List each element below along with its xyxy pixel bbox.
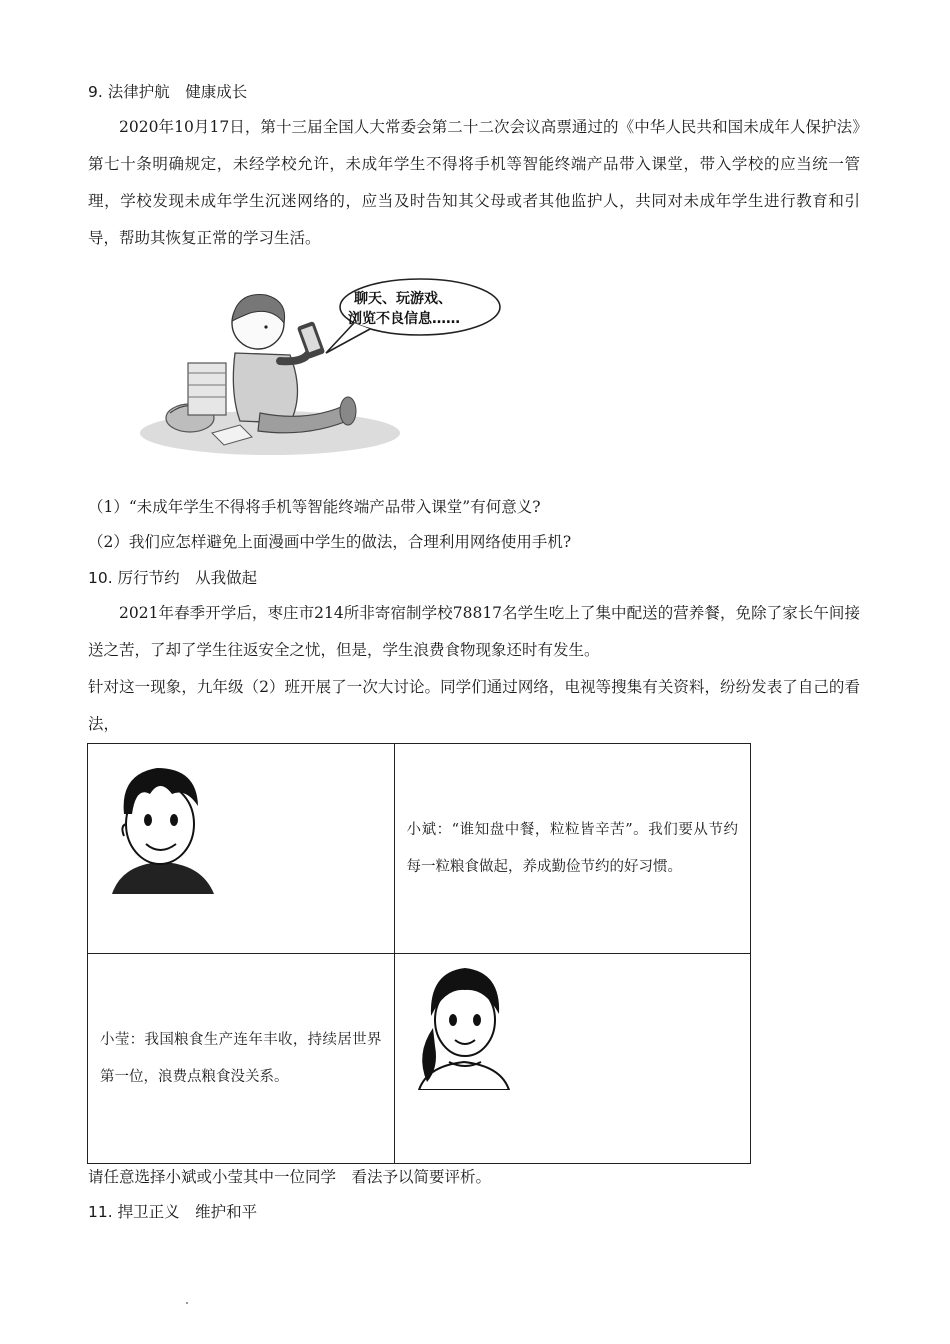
q10-paragraph-1: 2021年春季开学后，枣庄市214所非寄宿制学校78817名学生吃上了集中配送的营养餐，免除了家长午间接送之苦，了却了学生往返安全之忧，但是，学生浪费食物现象还时有发生。 (88, 604, 860, 659)
opinions-table (87, 743, 751, 1164)
bubble-text-line2: 浏览不良信息…… (348, 311, 460, 327)
q9-sub-question-2: （2）我们应怎样避免上面漫画中学生的做法，合理利用网络使用手机? (88, 533, 572, 551)
q11-title: 11. 捍卫正义 维护和平 (88, 1203, 258, 1221)
xiaobin-opinion: 小斌：“谁知盘中餐，粒粒皆辛苦”。我们要从节约每一粒粮食做起，养成勤俭节约的好习惯。 (406, 821, 738, 875)
xiaoying-opinion: 小莹：我国粮食生产连年丰收，持续居世界第一位，浪费点粮食没关系。 (100, 1031, 382, 1085)
page-mark (186, 1302, 188, 1304)
xiaobin-portrait-cell (88, 744, 395, 954)
phone-cartoon-illustration (140, 273, 510, 463)
q9-paragraph: 2020年10月17日，第十三届全国人大常委会第二十二次会议高票通过的《中华人民共和国未成年人保护法》第七十条明确规定，未经学校允许，未成年学生不得将手机等智能终端产品带入课堂，带入学校的应当统一管理，学校发现未成年学生沉迷网络的，应当及时告知其父母或者其他监护人，共同对未成年学生进行教育和引导，帮助其恢复正常的学习生活。 (88, 118, 860, 247)
q10-prompt: 请任意选择小斌或小莹其中一位同学 看法予以简要评析。 (88, 1168, 492, 1186)
q10-title: 10. 厉行节约 从我做起 (88, 569, 258, 587)
girl-portrait-icon (409, 958, 519, 1090)
xiaoying-opinion-cell (88, 954, 395, 1164)
bubble-text-line1: 聊天、玩游戏、 (354, 291, 452, 307)
books-stack-icon (188, 363, 226, 415)
q9-title: 9. 法律护航 健康成长 (88, 83, 248, 101)
boy-portrait-icon (102, 754, 222, 894)
xiaobin-opinion-cell (394, 744, 750, 954)
q10-paragraph-2: 针对这一现象，九年级（2）班开展了一次大讨论。同学们通过网络，电视等搜集有关资料，纷纷发表了自己的看法， (88, 678, 860, 733)
xiaoying-portrait-cell (394, 954, 750, 1164)
q9-sub-question-1: （1）“未成年学生不得将手机等智能终端产品带入课堂”有何意义? (88, 498, 541, 516)
